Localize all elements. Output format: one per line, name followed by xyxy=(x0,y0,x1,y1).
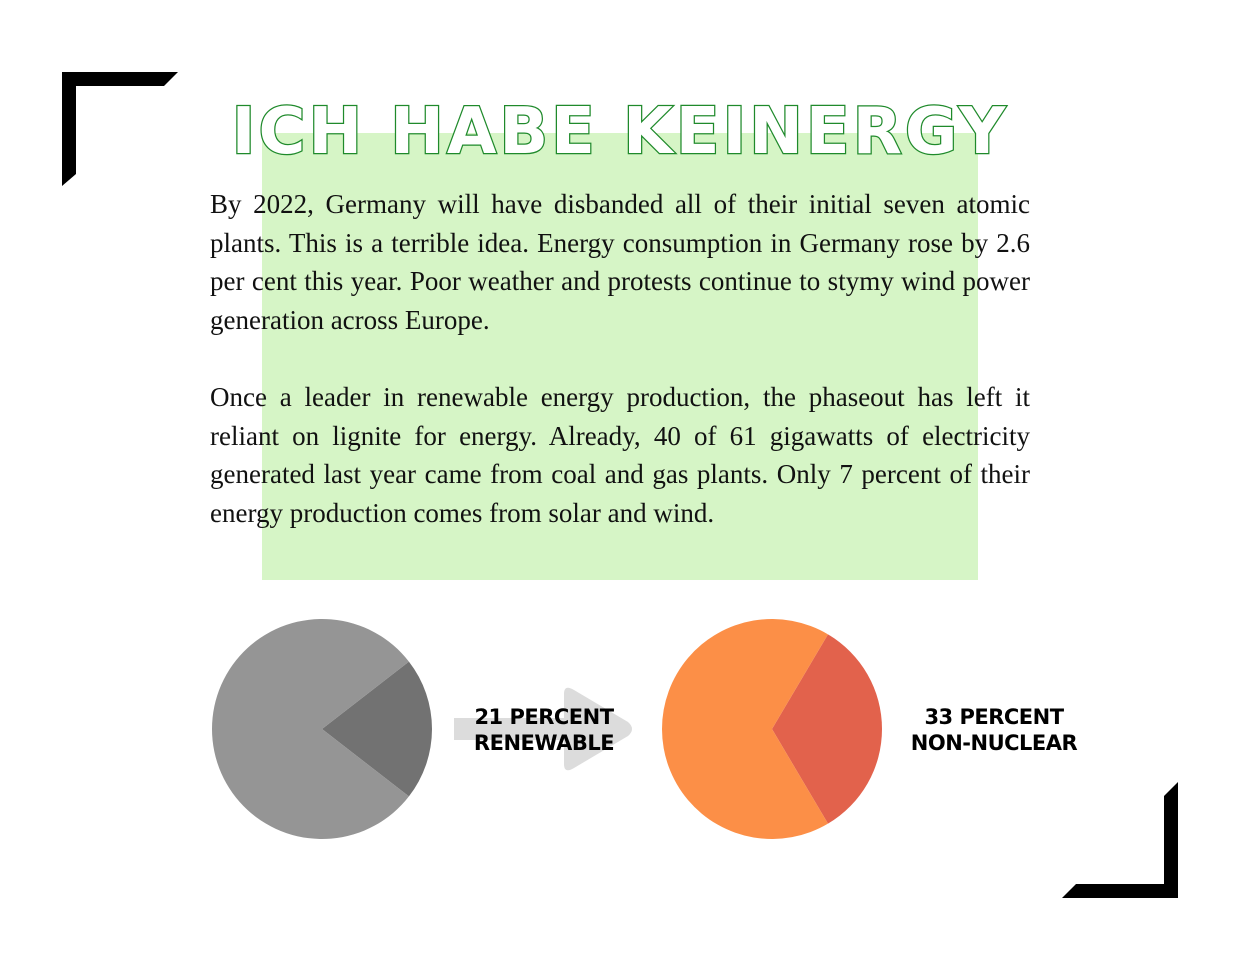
non-nuclear-label-line-2: NON-NUCLEAR xyxy=(910,731,1078,755)
paragraph-2: Once a leader in renewable energy production, the phaseout has left it reliant on lignite for energy. Already, 40 of 61 gigawatts of electricity generated last year came from coal and gas plants. Only 7 percent of their energy production comes from solar and wind. xyxy=(210,382,1030,528)
renewable-pie-chart xyxy=(210,617,434,841)
renewable-label-line-2: RENEWABLE xyxy=(473,731,615,755)
bottom-right-corner-bracket xyxy=(1060,780,1180,900)
paragraph-1: By 2022, Germany will have disbanded all of their initial seven atomic plants. This is a terrible idea. Energy consumption in Germany rose by 2.6 per cent this year. Poor weather and protests continue to stymy wind power generation across Europe. xyxy=(210,189,1030,335)
renewable-label xyxy=(454,704,634,756)
renewable-label-line-1: 21 PERCENT xyxy=(474,705,614,729)
page-title: ICH HABE KEINERGY xyxy=(231,95,1009,169)
non-nuclear-label-line-1: 33 PERCENT xyxy=(924,705,1064,729)
non-nuclear-pie-chart xyxy=(660,617,884,841)
non-nuclear-label xyxy=(904,704,1084,756)
